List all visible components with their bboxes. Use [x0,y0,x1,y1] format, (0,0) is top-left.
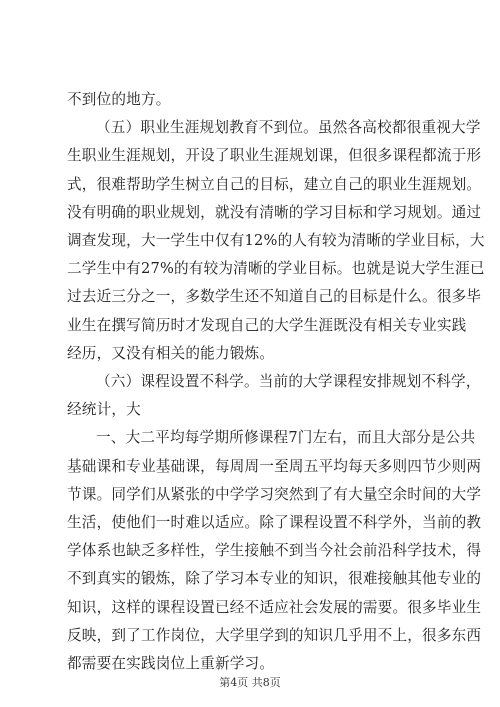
text-line: 生活，使他们一时难以适应。除了课程设置不科学外，当前的教 [67,514,482,531]
text-line: （六）课程设置不科学。当前的大学课程安排规划不科学， [96,373,481,390]
page-footer: 第4页 共8页 [219,676,281,689]
text-line: 知识，这样的课程设置已经不适应社会发展的需要。很多毕业生 [67,599,482,616]
text-line: 经统计，大 [67,401,141,418]
text-line: 一、大二平均每学期所修课程7门左右，而且大部分是公共 [96,429,476,446]
text-line: 反映，到了工作岗位，大学里学到的知识几乎用不上，很多东西 [67,627,482,644]
text-line: 不到真实的锻炼，除了学习本专业的知识，很难接触其他专业的 [67,570,482,587]
text-line: 调查发现，大一学生中仅有12%的人有较为清晰的学业目标，大 [67,232,485,249]
text-line: 基础课和专业基础课，每周周一至周五平均每天多则四节少则两 [67,458,482,475]
text-line: 式，很难帮助学生树立自己的目标，建立自己的职业生涯规划。 [67,176,482,193]
text-line: 二学生中有27%的有较为清晰的学业目标。也就是说大学生涯已 [67,260,485,277]
text-line: 节课。同学们从紧张的中学学习突然到了有大量空余时间的大学 [67,486,482,503]
text-line: 过去近三分之一，多数学生还不知道自己的目标是什么。很多毕 [67,288,482,305]
text-line: 没有明确的职业规划，就没有清晰的学习目标和学习规划。通过 [67,204,482,221]
text-line: 不到位的地方。 [67,91,171,108]
text-line: 学体系也缺乏多样性，学生接触不到当今社会前沿科学技术，得 [67,542,482,559]
text-line: 经历，又没有相关的能力锻炼。 [67,345,275,362]
text-line: 生职业生涯规划，开设了职业生涯规划课，但很多课程都流于形 [67,147,482,164]
text-line: （五）职业生涯规划教育不到位。虽然各高校都很重视大学 [96,119,481,136]
text-line: 业生在撰写简历时才发现自己的大学生涯既没有相关专业实践 [67,317,467,334]
text-line: 都需要在实践岗位上重新学习。 [67,655,275,672]
